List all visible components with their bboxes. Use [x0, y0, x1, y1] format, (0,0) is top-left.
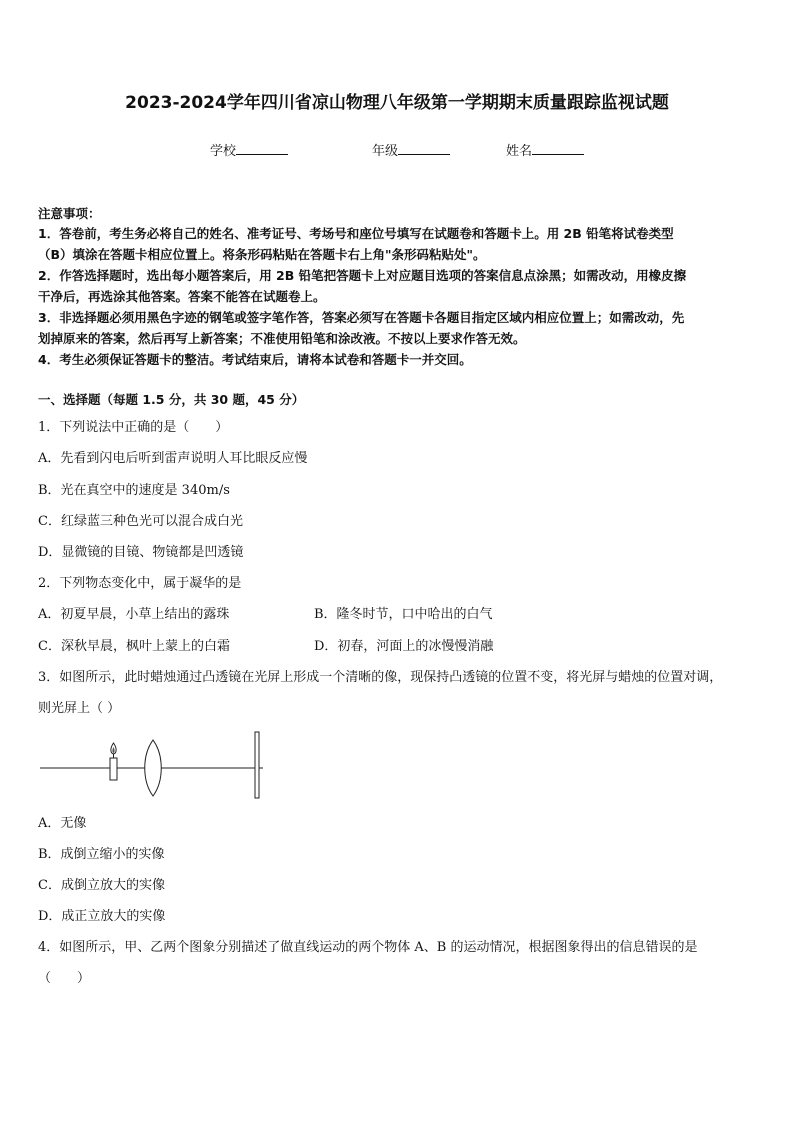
question-4-stem: 4．如图所示，甲、乙两个图象分别描述了做直线运动的两个物体 A、B 的运动情况，根据图象得出的信息错误的是 — [38, 940, 698, 955]
question-3-stem-cont: 则光屏上（ ） — [38, 701, 121, 716]
candle-icon — [110, 743, 117, 780]
name-label: 姓名 — [506, 144, 533, 159]
q1-option-a: A．先看到闪电后听到雷声说明人耳比眼反应慢 — [38, 451, 308, 466]
note-line: 2．作答选择题时，选出每小题答案后，用 2B 铅笔把答题卡上对应题目选项的答案信息点涂黑；如需改动，用橡皮擦 — [38, 268, 687, 283]
q1-option-c: C．红绿蓝三种色光可以混合成白光 — [38, 514, 243, 529]
q3-option-b: B．成倒立缩小的实像 — [38, 847, 165, 862]
light-screen-icon — [255, 732, 259, 798]
q2-option-d: D．初春，河面上的冰慢慢消融 — [314, 639, 494, 654]
question-4-stem-cont: （ ） — [38, 971, 91, 986]
q2-option-a: A．初夏早晨，小草上结出的露珠 — [38, 607, 230, 622]
note-line: 1．答卷前，考生务必将自己的姓名、准考证号、考场号和座位号填写在试题卷和答题卡上。用 2B 铅笔将试卷类型 — [38, 226, 674, 241]
name-blank — [532, 142, 584, 155]
school-blank — [236, 142, 288, 155]
note-line: 划掉原来的答案，然后再写上新答案；不准使用铅笔和涂改液。不按以上要求作答无效。 — [38, 331, 526, 346]
exam-title: 2023-2024学年四川省凉山物理八年级第一学期期末质量跟踪监视试题 — [125, 93, 669, 113]
school-field — [210, 140, 288, 159]
section-heading: 一、选择题（每题 1.5 分，共 30 题，45 分） — [38, 392, 305, 407]
school-label: 学校 — [210, 144, 237, 159]
notes-heading: 注意事项： — [38, 206, 101, 221]
question-2-stem: 2．下列物态变化中，属于凝华的是 — [38, 576, 242, 591]
q3-option-d: D．成正立放大的实像 — [38, 909, 166, 924]
note-line: 4．考生必须保证答题卡的整洁。考试结束后，请将本试卷和答题卡一并交回。 — [38, 352, 472, 367]
grade-label: 年级 — [372, 144, 399, 159]
q1-option-b: B．光在真空中的速度是 340m/s — [38, 483, 230, 498]
convex-lens-icon — [145, 740, 162, 796]
grade-field — [372, 140, 450, 159]
q3-option-a: A．无像 — [38, 816, 87, 831]
q2-option-b: B．隆冬时节，口中哈出的白气 — [314, 607, 493, 622]
question-1-stem: 1．下列说法中正确的是（ ） — [38, 420, 229, 435]
q3-option-c: C．成倒立放大的实像 — [38, 878, 165, 893]
note-line: 3．非选择题必须用黑色字迹的钢笔或签字笔作答，答案必须写在答题卡各题目指定区域内相应位置上；如需改动，先 — [38, 310, 685, 325]
note-line: （B）填涂在答题卡相应位置上。将条形码粘贴在答题卡右上角"条形码粘贴处"。 — [38, 247, 486, 262]
q2-option-c: C．深秋早晨，枫叶上蒙上的白霜 — [38, 639, 230, 654]
q1-option-d: D．显微镜的目镜、物镜都是凹透镜 — [38, 545, 244, 560]
name-field — [506, 140, 584, 159]
note-line: 干净后，再选涂其他答案。答案不能答在试题卷上。 — [38, 289, 326, 304]
lens-diagram — [38, 730, 268, 800]
question-3-stem: 3．如图所示，此时蜡烛通过凸透镜在光屏上形成一个清晰的像，现保持凸透镜的位置不变，将光屏与蜡烛的位置对调， — [38, 670, 723, 685]
grade-blank — [398, 142, 450, 155]
